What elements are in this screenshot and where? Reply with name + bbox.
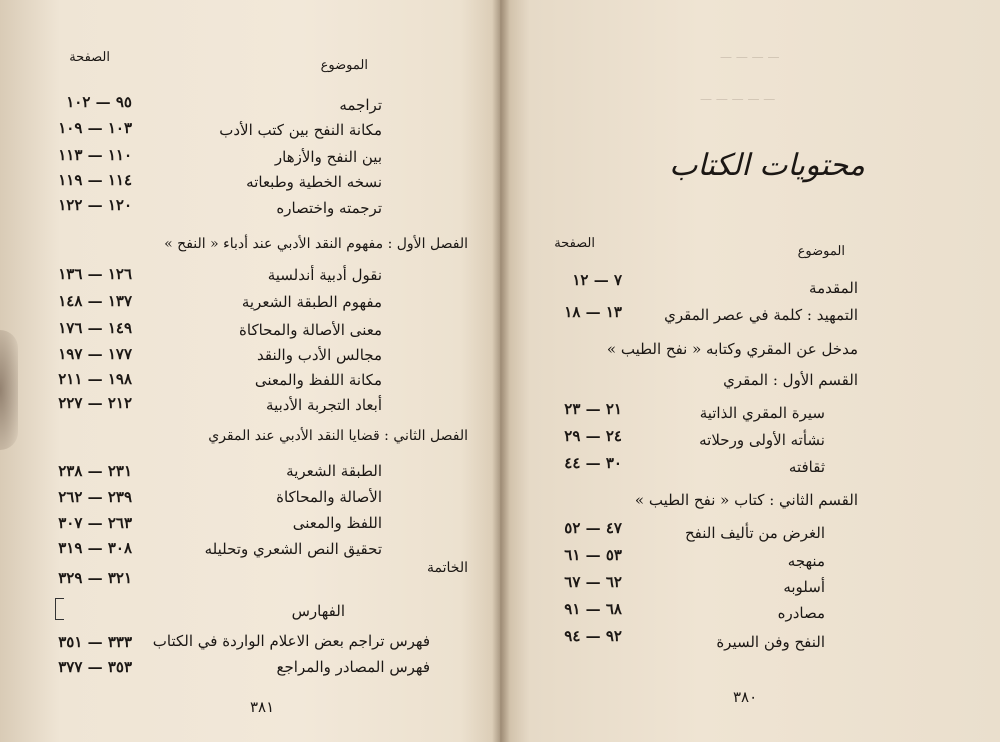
right-header-page: الصفحة: [554, 236, 595, 251]
contents-title: محتويات الكتاب: [669, 148, 865, 183]
toc-entry-pages: ٣٠ — ٤٤: [564, 454, 622, 472]
toc-entry-topic: القسم الأول : المقري: [723, 371, 858, 389]
toc-entry-pages: ١٩٨ — ٢١١: [58, 370, 132, 388]
toc-entry-topic: الأصالة والمحاكاة: [276, 488, 382, 506]
toc-entry-topic: فهرس تراجم بعض الاعلام الواردة في الكتاب: [152, 632, 430, 650]
toc-entry-topic: بين النفح والأزهار: [274, 148, 382, 166]
toc-entry-pages: ١٤٩ — ١٧٦: [58, 319, 132, 337]
toc-entry-topic: مجالس الأدب والنقد: [256, 346, 382, 364]
toc-entry-pages: ٧ — ١٢: [572, 271, 622, 289]
toc-entry-topic: أسلوبه: [783, 578, 825, 596]
toc-entry-topic: المقدمة: [809, 279, 858, 297]
toc-entry-pages: ٥٣ — ٦١: [564, 546, 622, 564]
toc-entry-topic: مفهوم الطبقة الشعرية: [241, 293, 382, 311]
toc-entry-pages: ١٣ — ١٨: [564, 303, 622, 321]
bleed-through-mark: — — — —: [720, 50, 780, 64]
toc-entry-topic: معنى الأصالة والمحاكاة: [239, 321, 382, 339]
toc-entry-topic: منهجه: [787, 552, 825, 570]
toc-entry-pages: ١٢٦ — ١٣٦: [58, 265, 132, 283]
conclusion-heading: الخاتمة: [427, 560, 468, 576]
toc-entry-topic: النفح وفن السيرة: [716, 633, 825, 651]
toc-entry-topic: تراجمه: [339, 96, 382, 114]
toc-entry-pages: ٤٧ — ٥٢: [564, 519, 622, 537]
toc-entry-topic: تحقيق النص الشعري وتحليله: [204, 540, 382, 558]
toc-entry-pages: ٢٤ — ٢٩: [564, 427, 622, 445]
toc-entry-topic: سيرة المقري الذاتية: [699, 404, 825, 422]
chapter-heading: الفصل الأول : مفهوم النقد الأدبي عند أدباء « النفح »: [164, 236, 468, 252]
toc-entry-topic: نقول أدبية أندلسية: [267, 266, 382, 284]
toc-entry-pages: ٦٨ — ٩١: [564, 600, 622, 618]
toc-entry-topic: الغرض من تأليف النفح: [684, 524, 825, 542]
right-page-number: ٣٨٠: [733, 688, 758, 706]
toc-entry-topic: مصادره: [777, 604, 825, 622]
toc-entry-pages: ٣٣٣ — ٣٥١: [58, 633, 132, 651]
left-page-number: ٣٨١: [250, 698, 275, 716]
toc-entry-pages: ٩٥ — ١٠٢: [66, 93, 132, 111]
toc-entry-pages: ٣٥٣ — ٣٧٧: [58, 658, 132, 676]
toc-entry-pages: ١٧٧ — ١٩٧: [58, 345, 132, 363]
chapter-heading: الفصل الثاني : قضايا النقد الأدبي عند المقري: [208, 428, 468, 444]
toc-entry-pages: ٣٢١ — ٣٢٩: [58, 569, 132, 587]
toc-entry-pages: ١١٤ — ١١٩: [58, 171, 132, 189]
left-header-topic: الموضوع: [320, 58, 368, 73]
toc-entry-topic: نسخه الخطية وطبعاته: [246, 173, 382, 191]
right-header-topic: الموضوع: [797, 244, 845, 259]
toc-entry-topic: القسم الثاني : كتاب « نفح الطيب »: [634, 491, 858, 509]
toc-entry-topic: ترجمته واختصاره: [276, 199, 382, 217]
toc-entry-pages: ٩٢ — ٩٤: [564, 627, 622, 645]
bleed-through-mark: — — — — —: [700, 92, 776, 106]
toc-entry-topic: اللفظ والمعنى: [292, 514, 382, 532]
toc-entry-pages: ١٣٧ — ١٤٨: [58, 292, 132, 310]
toc-entry-pages: ١٢٠ — ١٢٢: [58, 196, 132, 214]
toc-entry-topic: مكانة النفح بين كتب الأدب: [219, 121, 382, 139]
toc-entry-pages: ٢١٢ — ٢٢٧: [58, 394, 132, 412]
bracket-mark: [55, 598, 64, 620]
toc-entry-pages: ١٠٣ — ١٠٩: [58, 119, 132, 137]
toc-entry-topic: نشأته الأولى ورحلاته: [699, 431, 825, 449]
toc-entry-topic: مدخل عن المقري وكتابه « نفح الطيب »: [606, 340, 858, 358]
toc-entry-pages: ٦٢ — ٦٧: [564, 573, 622, 591]
indexes-heading: الفهارس: [291, 602, 345, 620]
finger-shadow: [0, 330, 18, 450]
toc-entry-pages: ٣٠٨ — ٣١٩: [58, 539, 132, 557]
toc-entry-topic: الطبقة الشعرية: [286, 462, 382, 480]
toc-entry-topic: مكانة اللفظ والمعنى: [254, 371, 382, 389]
toc-entry-topic: التمهيد : كلمة في عصر المقري: [664, 306, 858, 324]
toc-entry-topic: فهرس المصادر والمراجع: [276, 658, 430, 676]
book-spine: [492, 0, 510, 742]
toc-entry-pages: ١١٠ — ١١٣: [58, 146, 132, 164]
toc-entry-pages: ٢٣٩ — ٢٦٢: [58, 488, 132, 506]
left-header-page: الصفحة: [69, 50, 110, 65]
toc-entry-pages: ٢١ — ٢٣: [564, 400, 622, 418]
toc-entry-topic: ثقافته: [788, 458, 825, 476]
toc-entry-pages: ٢٣١ — ٢٣٨: [58, 462, 132, 480]
toc-entry-topic: أبعاد التجربة الأدبية: [266, 396, 382, 414]
toc-entry-pages: ٢٦٣ — ٣٠٧: [58, 514, 132, 532]
